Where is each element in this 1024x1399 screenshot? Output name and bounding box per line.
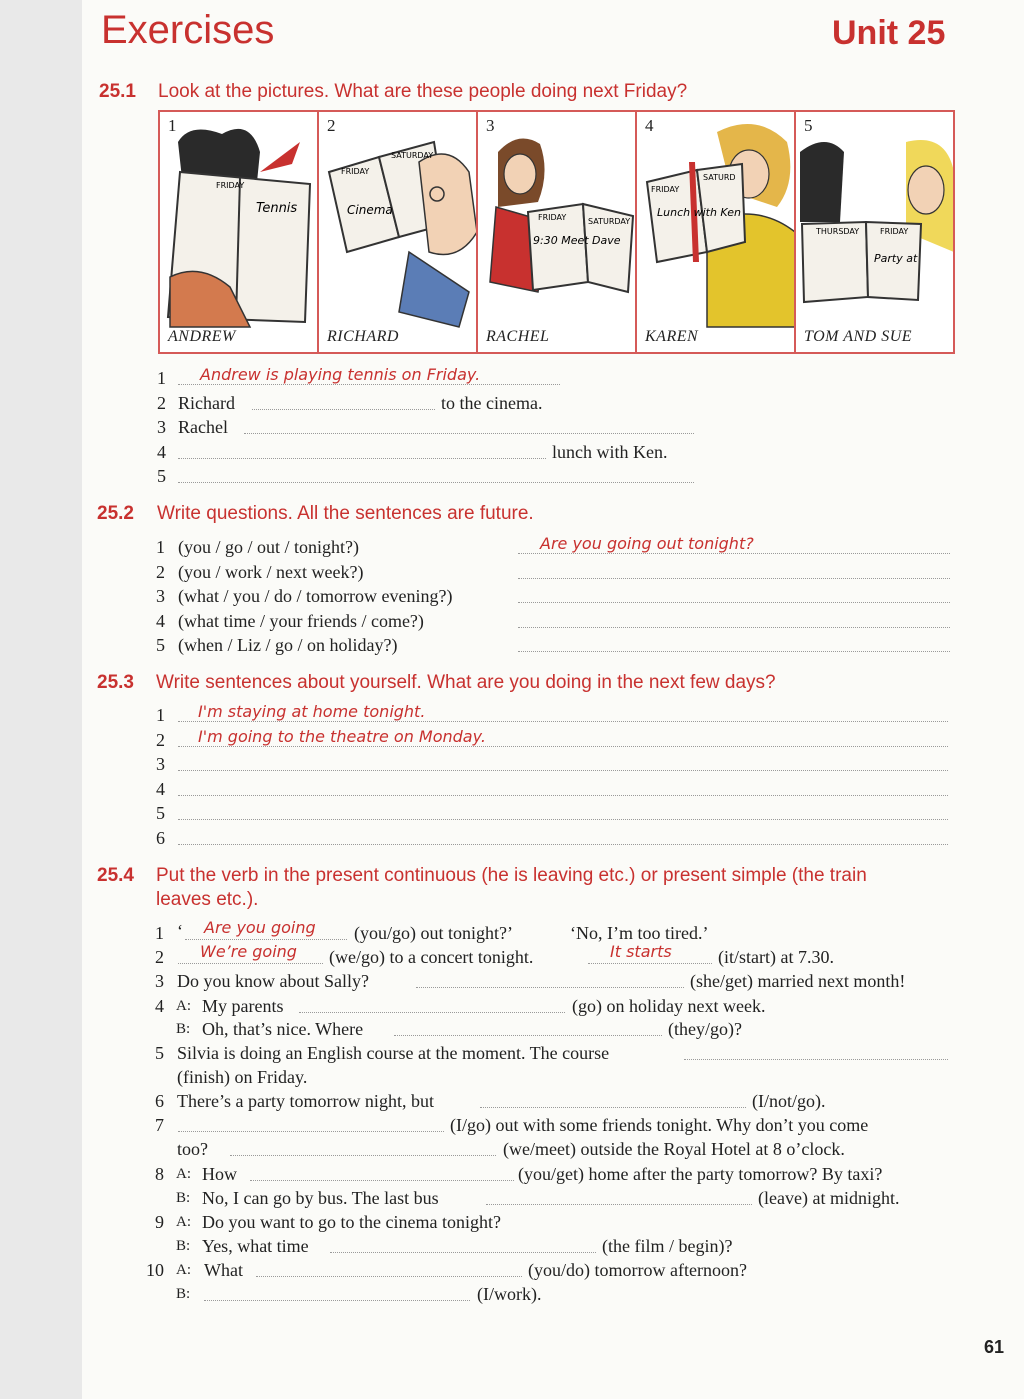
answer-line[interactable]: [178, 384, 560, 385]
verb-prompt: (finish) on Friday.: [177, 1067, 308, 1087]
item-number: 3: [155, 971, 164, 991]
verb-prompt: (you/do) tomorrow afternoon?: [528, 1260, 747, 1280]
example-answer: Andrew is playing tennis on Friday.: [200, 365, 481, 384]
verb-prompt: (I/work).: [477, 1284, 542, 1304]
verb-prompt: (you/go) out tonight?’: [354, 923, 513, 943]
person-name: RICHARD: [327, 328, 399, 345]
reply-text: ‘No, I’m too tired.’: [570, 923, 709, 943]
person-name: RACHEL: [486, 328, 550, 345]
diary-illustration: [319, 112, 478, 332]
question-prompt: (when / Liz / go / on holiday?): [178, 635, 398, 655]
speaker-a: A:: [176, 1166, 191, 1182]
sentence-text: No, I can go by bus. The last bus: [202, 1188, 439, 1208]
verb-prompt: (I/not/go).: [752, 1091, 826, 1111]
item-number: 5: [156, 803, 165, 824]
diary-day-label: SATURDAY: [588, 217, 631, 226]
picture-panel-richard: [319, 112, 478, 352]
verb-prompt: (leave) at midnight.: [758, 1188, 900, 1208]
sentence-end: lunch with Ken.: [552, 442, 668, 462]
question-prompt: (what / you / do / tomorrow evening?): [178, 586, 453, 606]
picture-panel-karen: [637, 112, 796, 352]
sentence-text: How: [202, 1164, 237, 1184]
example-answer: Are you going out tonight?: [540, 534, 754, 553]
diary-day-label: FRIDAY: [880, 227, 909, 236]
item-number: 5: [156, 635, 165, 655]
question-prompt: (what time / your friends / come?): [178, 610, 424, 631]
answer-line[interactable]: [178, 746, 948, 747]
diary-entry: Lunch with Ken: [657, 206, 741, 219]
panel-number: 4: [645, 116, 654, 135]
answer-line[interactable]: [480, 1107, 746, 1108]
item-number: 8: [155, 1164, 164, 1184]
item-number: 2: [155, 947, 164, 967]
exercise-number: 25.4: [97, 865, 134, 886]
diary-day-label: FRIDAY: [651, 185, 680, 194]
diary-illustration: [637, 112, 796, 332]
sentence-text: Do you know about Sally?: [177, 971, 369, 991]
example-answer: I'm going to the theatre on Monday.: [198, 726, 486, 746]
speaker-b: B:: [176, 1238, 191, 1254]
diary-day-label: SATURD: [703, 173, 736, 182]
answer-line[interactable]: [588, 963, 712, 964]
panel-number: 5: [804, 116, 813, 135]
item-number: 6: [156, 828, 165, 848]
picture-panel-andrew: [160, 112, 319, 352]
exercise-instruction: Look at the pictures. What are these people doing next Friday?: [158, 81, 688, 102]
diary-day-label: FRIDAY: [538, 213, 567, 222]
example-answer: I'm staying at home tonight.: [198, 702, 426, 721]
item-number: 2: [157, 393, 166, 413]
item-number: 1: [157, 368, 166, 388]
sentence-text: My parents: [202, 996, 284, 1016]
answer-line[interactable]: [330, 1252, 596, 1253]
picture-panels: [158, 110, 955, 354]
item-number: 5: [155, 1043, 164, 1063]
item-number: 1: [156, 537, 165, 557]
exercise-instruction: Put the verb in the present continuous (he is leaving etc.) or present simple (the train: [156, 865, 867, 886]
open-quote: ‘: [177, 921, 183, 941]
sentence-text: Do you want to go to the cinema tonight?: [202, 1212, 501, 1232]
question-prompt: (you / go / out / tonight?): [178, 537, 359, 557]
item-number: 1: [156, 705, 165, 725]
answer-line[interactable]: [178, 819, 948, 820]
diary-day-label: THURSDAY: [816, 227, 860, 236]
item-number: 5: [157, 466, 166, 486]
verb-prompt: (they/go)?: [668, 1019, 742, 1039]
person-name: KAREN: [645, 328, 699, 345]
verb-prompt: (it/start) at 7.30.: [718, 947, 834, 967]
exercise-number: 25.1: [99, 81, 136, 102]
answer-line[interactable]: [256, 1276, 522, 1277]
unit-label: Unit 25: [832, 14, 946, 52]
answer-line[interactable]: [204, 1300, 470, 1301]
answer-line[interactable]: [252, 409, 435, 410]
diary-illustration: [160, 112, 316, 332]
panel-number: 2: [327, 116, 336, 135]
verb-prompt: (we/meet) outside the Royal Hotel at 8 o’clock.: [503, 1139, 845, 1159]
diary-entry: 9:30 Meet Dave: [533, 234, 621, 247]
picture-panel-tom-and-sue: [796, 112, 953, 352]
item-number: 4: [157, 442, 166, 462]
item-number: 4: [156, 610, 165, 631]
answer-line[interactable]: [518, 553, 950, 554]
page-number: 61: [984, 1337, 1005, 1357]
panel-number: 1: [168, 116, 177, 135]
answer-line[interactable]: [518, 602, 950, 603]
item-number: 3: [156, 754, 165, 775]
example-answer: Are you going: [204, 918, 316, 937]
sentence-start: Richard: [178, 393, 235, 413]
item-number: 2: [156, 729, 165, 750]
item-number: 10: [146, 1260, 164, 1280]
example-answer: It starts: [610, 942, 672, 961]
answer-line[interactable]: [684, 1059, 948, 1060]
answer-line[interactable]: [299, 1012, 565, 1013]
sentence-text: What: [204, 1260, 243, 1280]
answer-line[interactable]: [394, 1035, 662, 1036]
diary-illustration: [478, 112, 637, 332]
answer-line[interactable]: [178, 844, 948, 845]
exercise-instruction: Write questions. All the sentences are future.: [157, 503, 534, 524]
sentence-start: Rachel: [178, 417, 228, 437]
item-number: 1: [155, 923, 164, 943]
sentence-text: Yes, what time: [202, 1236, 309, 1256]
answer-line[interactable]: [416, 987, 684, 988]
diary-entry: Tennis: [256, 201, 298, 216]
question-prompt: (you / work / next week?): [178, 561, 364, 582]
diary-entry: Cinema: [347, 203, 393, 217]
speaker-b: B:: [176, 1286, 191, 1302]
person-name: ANDREW: [168, 328, 236, 345]
panel-number: 3: [486, 116, 495, 135]
diary-entry: Party at: [874, 252, 918, 265]
answer-line[interactable]: [178, 963, 323, 964]
speaker-a: A:: [176, 998, 191, 1014]
exercise-number: 25.3: [97, 672, 134, 693]
verb-prompt: (she/get) married next month!: [690, 971, 906, 991]
sentence-text: Silvia is doing an English course at the moment. The course: [177, 1043, 610, 1063]
example-answer: We’re going: [200, 942, 297, 961]
item-number: 9: [155, 1212, 164, 1232]
verb-prompt: (you/get) home after the party tomorrow? By taxi?: [518, 1164, 883, 1184]
item-number: 7: [155, 1115, 164, 1135]
picture-panel-rachel: [478, 112, 637, 352]
item-number: 4: [156, 778, 165, 799]
verb-prompt: (the film / begin)?: [602, 1236, 733, 1256]
item-number: 6: [155, 1091, 164, 1111]
item-number: 4: [155, 996, 164, 1016]
answer-line[interactable]: [178, 458, 546, 459]
answer-line[interactable]: [178, 482, 694, 483]
sentence-text: too?: [177, 1139, 208, 1159]
verb-prompt: (go) on holiday next week.: [572, 996, 766, 1016]
speaker-b: B:: [176, 1021, 191, 1037]
speaker-a: A:: [176, 1262, 191, 1278]
answer-line[interactable]: [178, 721, 948, 722]
diary-illustration: [796, 112, 953, 332]
exercise-instruction: Write sentences about yourself. What are you doing in the next few days?: [156, 672, 776, 693]
answer-line[interactable]: [185, 939, 347, 940]
speaker-b: B:: [176, 1190, 191, 1206]
sentence-text: There’s a party tomorrow night, but: [177, 1091, 434, 1111]
answer-line[interactable]: [244, 433, 694, 434]
answer-line[interactable]: [518, 651, 950, 652]
answer-line[interactable]: [518, 627, 950, 628]
item-number: 3: [157, 417, 166, 437]
person-name: TOM AND SUE: [804, 328, 913, 345]
exercise-number: 25.2: [97, 503, 134, 524]
item-number: 3: [156, 586, 165, 606]
sentence-text: Oh, that’s nice. Where: [202, 1019, 364, 1039]
answer-line[interactable]: [178, 1131, 444, 1132]
answer-line[interactable]: [486, 1204, 752, 1205]
diary-day-label: FRIDAY: [216, 181, 245, 190]
diary-day-label: FRIDAY: [341, 167, 370, 176]
verb-prompt: (we/go) to a concert tonight.: [329, 947, 534, 967]
item-number: 2: [156, 561, 165, 582]
answer-line[interactable]: [250, 1180, 514, 1181]
speaker-a: A:: [176, 1214, 191, 1230]
answer-line[interactable]: [230, 1155, 496, 1156]
answer-line[interactable]: [178, 770, 948, 771]
diary-day-label: SATURDAY: [391, 151, 434, 160]
verb-prompt: (I/go) out with some friends tonight. Why don’t you come: [450, 1115, 869, 1135]
answer-line[interactable]: [518, 578, 950, 579]
page-title: Exercises: [101, 8, 275, 52]
sentence-end: to the cinema.: [441, 393, 543, 413]
answer-line[interactable]: [178, 795, 948, 796]
exercise-instruction-cont: leaves etc.).: [156, 889, 259, 910]
